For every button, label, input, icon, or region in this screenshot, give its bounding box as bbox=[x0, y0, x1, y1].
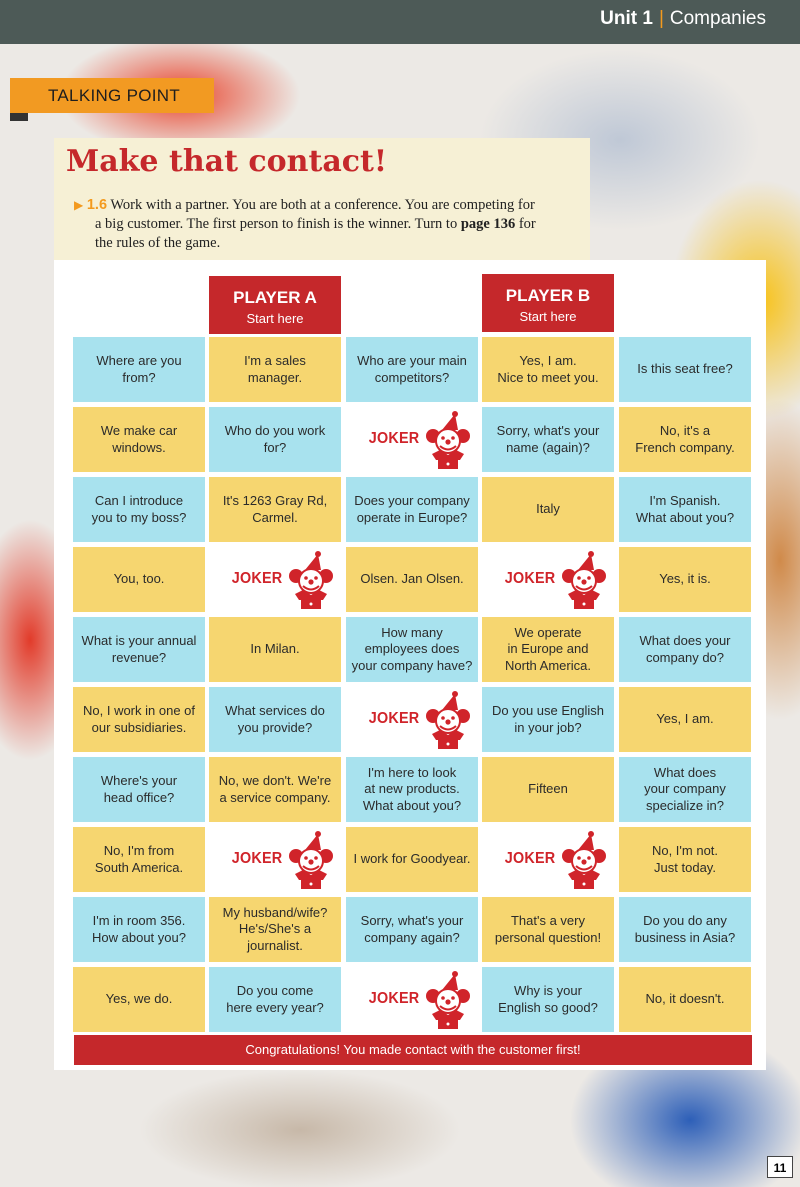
board-square: No, I'm not. Just today. bbox=[619, 827, 751, 892]
joker-label: JOKER bbox=[231, 850, 283, 868]
board-square: Do you come here every year? bbox=[209, 967, 341, 1032]
joker-label: JOKER bbox=[231, 570, 283, 588]
clown-icon bbox=[560, 550, 608, 610]
joker-square bbox=[482, 827, 614, 892]
board-square: What does your company specialize in? bbox=[619, 757, 751, 822]
clown-icon bbox=[424, 970, 472, 1030]
clown-icon bbox=[287, 830, 335, 890]
instructions-line-1: Work with a partner. You are both at a conference. You are competing for bbox=[107, 197, 535, 213]
board-square: Why is your English so good? bbox=[482, 967, 614, 1032]
board-square: Yes, I am. bbox=[619, 687, 751, 752]
board-square: I'm in room 356. How about you? bbox=[73, 897, 205, 962]
board-square: Fifteen bbox=[482, 757, 614, 822]
board-square: We operate in Europe and North America. bbox=[482, 617, 614, 682]
player-b-start bbox=[482, 274, 614, 332]
player-a-name: PLAYER A bbox=[233, 288, 317, 307]
board-square: Olsen. Jan Olsen. bbox=[346, 547, 478, 612]
board-square: Italy bbox=[482, 477, 614, 542]
board-square: Is this seat free? bbox=[619, 337, 751, 402]
board-square: What does your company do? bbox=[619, 617, 751, 682]
player-b-start-label: Start here bbox=[519, 309, 577, 324]
board-square: My husband/wife? He's/She's a journalist. bbox=[209, 897, 341, 962]
joker-square bbox=[482, 547, 614, 612]
clown-icon bbox=[424, 410, 472, 470]
joker-label: JOKER bbox=[368, 430, 420, 448]
page-reference: page 136 bbox=[460, 216, 516, 232]
board-square: Yes, I am. Nice to meet you. bbox=[482, 337, 614, 402]
board-square: What is your annual revenue? bbox=[73, 617, 205, 682]
clown-icon bbox=[424, 690, 472, 750]
joker-label: JOKER bbox=[504, 850, 556, 868]
joker-label: JOKER bbox=[368, 710, 420, 728]
board-square: No, it doesn't. bbox=[619, 967, 751, 1032]
section-label-fold bbox=[10, 113, 28, 121]
board-square: You, too. bbox=[73, 547, 205, 612]
board-square: No, I'm from South America. bbox=[73, 827, 205, 892]
instructions bbox=[74, 196, 580, 253]
board-square: In Milan. bbox=[209, 617, 341, 682]
board-square: Sorry, what's your company again? bbox=[346, 897, 478, 962]
joker-square bbox=[346, 967, 478, 1032]
player-a-start bbox=[209, 276, 341, 334]
player-b-name: PLAYER B bbox=[505, 286, 591, 305]
unit-separator: | bbox=[658, 8, 664, 29]
board-square: What services do you provide? bbox=[209, 687, 341, 752]
joker-square bbox=[209, 547, 341, 612]
board-square: Who do you work for? bbox=[209, 407, 341, 472]
board-square: No, I work in one of our subsidiaries. bbox=[73, 687, 205, 752]
joker-square bbox=[346, 407, 478, 472]
board-square: Do you use English in your job? bbox=[482, 687, 614, 752]
board-square: Can I introduce you to my boss? bbox=[73, 477, 205, 542]
board-square: I'm a sales manager. bbox=[209, 337, 341, 402]
joker-label: JOKER bbox=[504, 570, 556, 588]
board-square: That's a very personal question! bbox=[482, 897, 614, 962]
page-title: Make that contact! bbox=[66, 144, 388, 179]
unit-heading bbox=[600, 8, 766, 30]
track-number: 1.6 bbox=[86, 197, 108, 213]
board-square: Where are you from? bbox=[73, 337, 205, 402]
clown-icon bbox=[560, 830, 608, 890]
section-label: TALKING POINT bbox=[10, 78, 214, 113]
board-square: No, it's a French company. bbox=[619, 407, 751, 472]
player-a-start-label: Start here bbox=[246, 311, 304, 326]
board-square: Who are your main competitors? bbox=[346, 337, 478, 402]
unit-number: Unit 1 bbox=[600, 8, 653, 29]
board-square: I'm here to look at new products. What about you? bbox=[346, 757, 478, 822]
board-square: How many employees does your company have? bbox=[346, 617, 478, 682]
joker-square bbox=[209, 827, 341, 892]
board-square: Yes, it is. bbox=[619, 547, 751, 612]
board-square: I'm Spanish. What about you? bbox=[619, 477, 751, 542]
unit-topic: Companies bbox=[669, 8, 766, 29]
board-square: Sorry, what's your name (again)? bbox=[482, 407, 614, 472]
board-square: Do you do any business in Asia? bbox=[619, 897, 751, 962]
play-arrow-icon: ▶ bbox=[74, 198, 84, 212]
page-number: 11 bbox=[767, 1156, 793, 1178]
joker-label: JOKER bbox=[368, 990, 420, 1008]
clown-icon bbox=[287, 550, 335, 610]
joker-square bbox=[346, 687, 478, 752]
board-square: Does your company operate in Europe? bbox=[346, 477, 478, 542]
finish-banner: Congratulations! You made contact with the customer first! bbox=[74, 1035, 752, 1065]
instructions-line-2: a big customer. The first person to finish is the winner. Turn to page 136 for bbox=[95, 216, 536, 232]
board-square: We make car windows. bbox=[73, 407, 205, 472]
board-square: Yes, we do. bbox=[73, 967, 205, 1032]
board-square: I work for Goodyear. bbox=[346, 827, 478, 892]
board-square: Where's your head office? bbox=[73, 757, 205, 822]
instructions-line-3: the rules of the game. bbox=[95, 235, 221, 251]
board-square: It's 1263 Gray Rd, Carmel. bbox=[209, 477, 341, 542]
board-square: No, we don't. We're a service company. bbox=[209, 757, 341, 822]
top-bar bbox=[0, 0, 800, 44]
